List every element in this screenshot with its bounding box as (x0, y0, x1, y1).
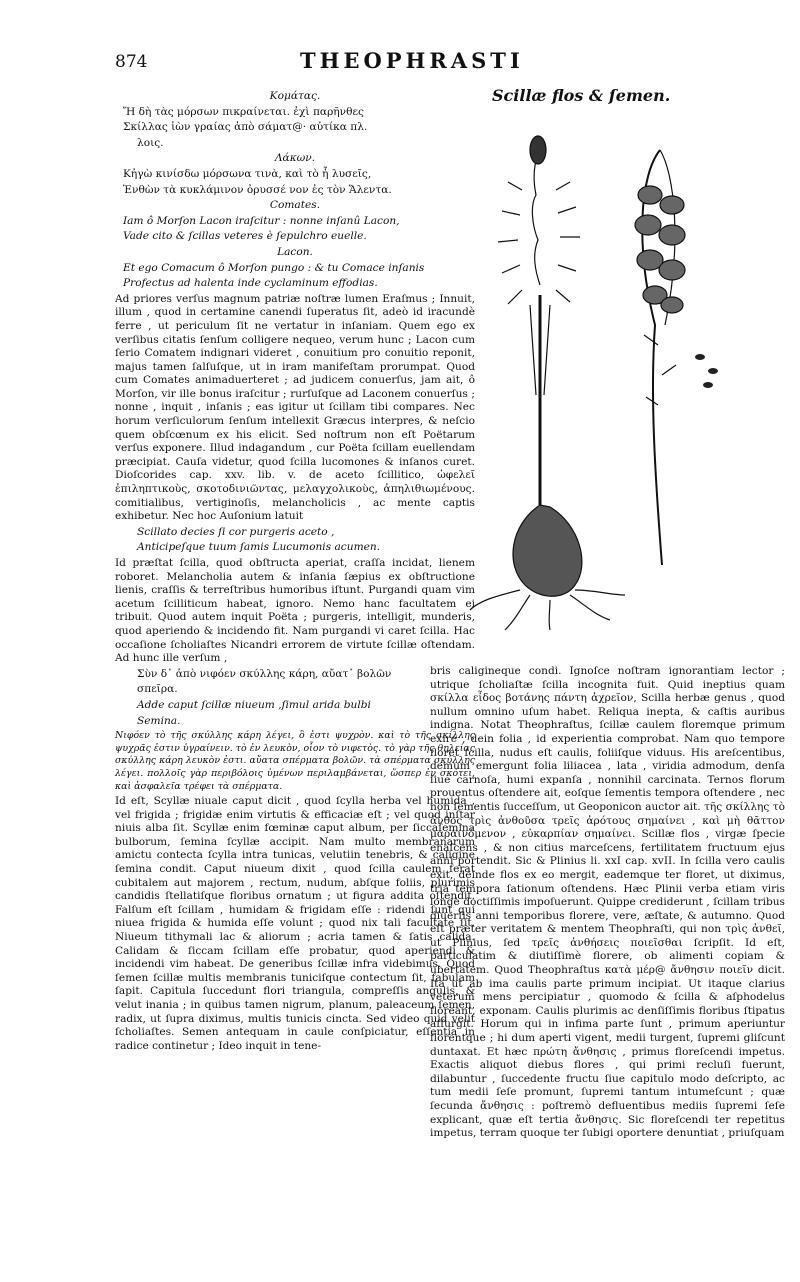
greek-line: Κἠγὼ κινίσδω μόρσωνα τινὰ, καὶ τὸ ἧ λυσεῖς, (123, 167, 372, 180)
loose-seeds (695, 354, 718, 388)
ausonius-verse-line: Anticipeſque tuum ſamis Lucumonis acumen. (137, 541, 381, 554)
commentary-paragraph: Ad priores verſus magnum patriæ noſtræ lumen Eraſmus ; Innuit, illum , quod in certamine canendi ſuperatus ſit, adeò id iracundè ferre , ut periculum ſit ne vertatur in inſaniam. Quem ego ex verſibus citatis ſenſum colligere nequeo, verum hunc ; Lacon cum ſerio Comatem indignari videret , conuitium pro conuitio reponit, majus tamen ſalſuſque, ut in iram manifeſtam prorumpat. Quod cum Comates animaduerteret ; ad judicem conuerſus, jam ait, ô Morſon, vir ille bonus iraſcitur ; rurſuſque ad Laconem conuerſus ; nonne , inquit , inſanis ; eas igitur ut ſcillam tibi compares. Nec horum verſiculorum ſenſum intellexit Græcus interpres, & neſcio quem obſcœnum ex his elicit. Sed noſtrum non eſt Poëtarum verſus exponere. Illud indagandum , cur Poëta ſcillam euellendam præcipiat. Cauſa videtur, quod ſcilla lucomones & inſanos curet. Dioſcorides cap. xxv. lib. v. de aceto ſcillitico, ὠφελεῖ ἐπιληπτικοὺς, σκοτοδινιῶντας, μελαγχολικοὺς, ἀπηλιθιωμένους. comitialibus, vertiginoſis, melancholicis , ac mente captis exhibetur. Nec hoc Auſonium latuit (115, 292, 475, 523)
running-title: THEOPHRASTI (300, 48, 524, 73)
nicander-greek-line: Σὺν δ᾽ ἀπὸ νιφόεν σκύλλης κάρη, αὔατ᾽ βολῶν (137, 667, 392, 680)
flowering-plant (470, 136, 625, 630)
greek-speaker-1: Κομάτας. (269, 90, 321, 102)
greek-line: λοις. (137, 136, 164, 149)
commentary-paragraph: Id eſt, Scyllæ niuale caput dicit , quod ſcylla herba vel humida , vel frigida ; frigidæ enim virtutis & efficaciæ eſt ; vel quod inſtar niuis alba ſit. Scyllæ enim fœminæ caput album, per ſiccaſemina bulborum, ſemina ſcyllæ accipit. Nam multo membranarum amictu contecta ſcylla intra tunicas, velutiin tenebris, & caligine ſemina condit. Caput niueum dixit , quod ſcilla caulem ferat cubitalem aut majorem , rectum, nudum, abſque foliis, plurimis candidis ſtellatiſque floribus ornatum ; ut figura addita oſtendit. Falſum eſt ſcillam , humidam & frigidam eſſe : ridendi ſunt qui niuea frigida & humida eſſe volunt ; quod nix tali facultate ſit. Niueum tithymali lac & aliorum ; acria tamen & ſatis calida. Calidam & ſiccam ſcillam eſſe probatur, quod aperiendi & incidendi vim habeat. De generibus ſcillæ infra videbimus. Quod ſemen ſcillæ multis membranis tuniciſque contectum ſit, fabulam ſapit. Capitula ſuccedunt flori triangula, compreſſis angulis, & velut inania ; in quibus tamen nigrum, planum, paleaceum ſemen, radix, ut ſupra diximus, multis tunicis cincta. Sed video quid velit ſcholiaſtes. Semen antequam in caule conſpiciatur, eſſentia in radice continetur ; Ideo inquit in tene- (115, 795, 475, 1052)
latin-verse-line: Profectus ad halenta inde cyclaminum effodias. (123, 277, 378, 290)
right-column (430, 665, 785, 1143)
running-header (70, 40, 785, 74)
latin-speaker-2: Lacon. (277, 245, 313, 258)
latin-speaker-1: Comates. (269, 199, 321, 212)
commentary-paragraph: Id præſtat ſcilla, quod obſtructa aperiat, craſſa incidat, lienem roboret. Melancholia autem & inſania ſæpius ex obſtructione lienis, craſſis & terreſtribus humoribus iſtunt. Purgandi quam vim acetum ſcilliticum habeat, ignoro. Nemo hanc facultatem ei tribuit. Quod autem inquit Poëta ; purgeris, intelligit, munderis, quod aperiendo & incidendo fit. Nam purgandi vi caret ſcilla. Hac occaſione ſcholiaſtes Nicandri errorem de virtute ſcillæ oſtendam. Ad hunc ille verſum , (115, 557, 475, 665)
latin-verse-line: Iam ô Morſon Lacon iraſcitur : nonne inſanû Lacon, (123, 214, 400, 227)
scholion-greek: Νιφόεν τὸ τῆς σκύλλης κάρη λέγει, ὃ ἐστι ψυχρὸν. καὶ τὸ τῆς σκίλλης ψυχρᾶς ἐστιν ὑγραίνειν. τὸ ἐν λευκὸν, οἷον τὸ νιφετὸς. τὸ γὰρ τῆς θηλείας σκύλλης κάρη λευκὸν ἐστι. αὔατα σπέρματα βολῶν. τὰ σπέρματα σκύλλης λέγει. πολλοῖς γὰρ περιβόλοις ὑμένων περιλαμβάνεται, ὥσπερ ἐν σκότει, καὶ ἀσφαλεῖα τρέφει τὰ σπέρματα. (115, 730, 475, 792)
nicander-latin-line: Adde caput ſcillæ niueum ,ſimul arida bulbi (137, 698, 371, 711)
figure-caption: Scillæ flos & ſemen. (492, 86, 671, 105)
greek-line: Σκίλλας ἰὼν γραίας ἀπὸ σάματ@· αὐτίκα πλ. (123, 121, 368, 134)
nicander-latin-line: Semina. (137, 714, 181, 727)
ausonius-verse-line: Scillato decies ſi cor purgeris aceto , (137, 525, 335, 538)
seed-stalk (635, 150, 685, 565)
nicander-greek-line: σπεῖρα. (137, 683, 178, 696)
greek-speaker-2: Λάκων. (274, 152, 316, 165)
latin-verse-line: Vade cito & ſcillas veteres è ſepulchro euelle. (123, 230, 367, 243)
greek-line: Ἐνθὼν τὰ κυκλάμινον ὀρυσσέ νον ἐς τὸν Ἄλεντα. (123, 183, 392, 196)
greek-line: Ἤ δὴ τὰς μόρσων πικραίνεται. ἐχὶ παρῆνθες (123, 105, 364, 118)
page-number: 874 (115, 52, 148, 72)
squill-woodcut-illustration (410, 95, 800, 655)
latin-verse-line: Et ego Comacum ô Morſon pungo : & tu Comace inſanis (123, 261, 425, 274)
commentary-paragraph: bris caligineque condi. Ignoſce noſtram ignorantiam lector ; utrique ſcholiaſtæ ſcilla incognita fuit. Quid ineptius quam σκίλλα εἶδος βοτάνης πάντη ἀχρεῖον, Scilla herbæ genus , quod nullum omnino uſum habet. Reliqua inepta, & caſtis auribus indigna. Notat Theophraſtus, ſcillæ caulem floremque primum exire , dein folia , id experientia comprobat. Nam quo tempore floret ſcilla, nudus eſt caulis, foliiſque viduus. His areſcentibus, demum emergunt folia liliacea , lata , viridia admodum, denſa ſiue carnoſa, humi expanſa , nonnihil carcinata. Ternos florum prouentus oſtendere ait, eoſque ſementis tempora oſtendere , nec non ſementis ſucceſſum, ut Geoponicon auctor ait. τῆς σκίλλης τὸ ἄνθος τρὶς ἀνθοῦσα τρεῖς ἀρότους σημαίνει , καὶ μὴ θᾶττον μαραινόμενον , εὐκαρπίαν σημαίνει. Scillæ flos , virgæ ſpecie enaſcens , & non citius marceſcens, fertilitatem fructuum ejus anni portendit. Sic & Plinius li. xxI cap. xvII. In ſcilla vero caulis exit, deinde flos ex eo mergit, eademque ter floret, ut diximus, tria tempora ſationum oſtendens. Hæc Plinii verba etiam viris longè doctiſſimis impoſuerunt. Quippe crediderunt , ſcillam tribus diuerſis anni temporibus florere, vere, æſtate, & autumno. Quod eſt præter veritatem & mentem Theophraſti, qui non τρὶς ἀνθεῖ, ut Plinius, ſed τρεῖς ἀνθήσεις ποιεῖσθαι ſcripſit. Id eſt, particulatim & diutiſſimè florere, ob alimenti copiam & ubertatem. Quod Theophraſtus κατὰ μέρ@ ἄνθησιν ποιεῖν dicit. Ita ut ab ima caulis parte primum incipiat. Ut itaque clarius veterum mens percipiatur , quomodo & ſcilla & aſphodelus floreant, exponam. Caulis plurimis ac denſiſſimis floribus ſtipatus aſſurgit. Horum qui in infima parte ſunt , primum aperiuntur florentque ; hi dum aperti vigent, medii turgent, ſupremi gliſcunt duntaxat. Et hæc πρώτη ἄνθησις , primus floreſcendi impetus. Exactis aliquot diebus flores , qui primi recluſi fuerunt, dilabuntur , ſuccedente fructu ſiue capitulo modo deſcripto, ac tum medii ſeſe promunt, ſupremi tantum intumeſcunt ; quæ ſecunda ἄνθησις : poſtremò defluentibus mediis ſupremi ſeſe explicant, quæ eſt tertia ἄνθησις. Sic floreſcendi ter repetitus impetus, terram quoque ter ſubigi oportere denuntiat , priuſquam (430, 665, 785, 1140)
